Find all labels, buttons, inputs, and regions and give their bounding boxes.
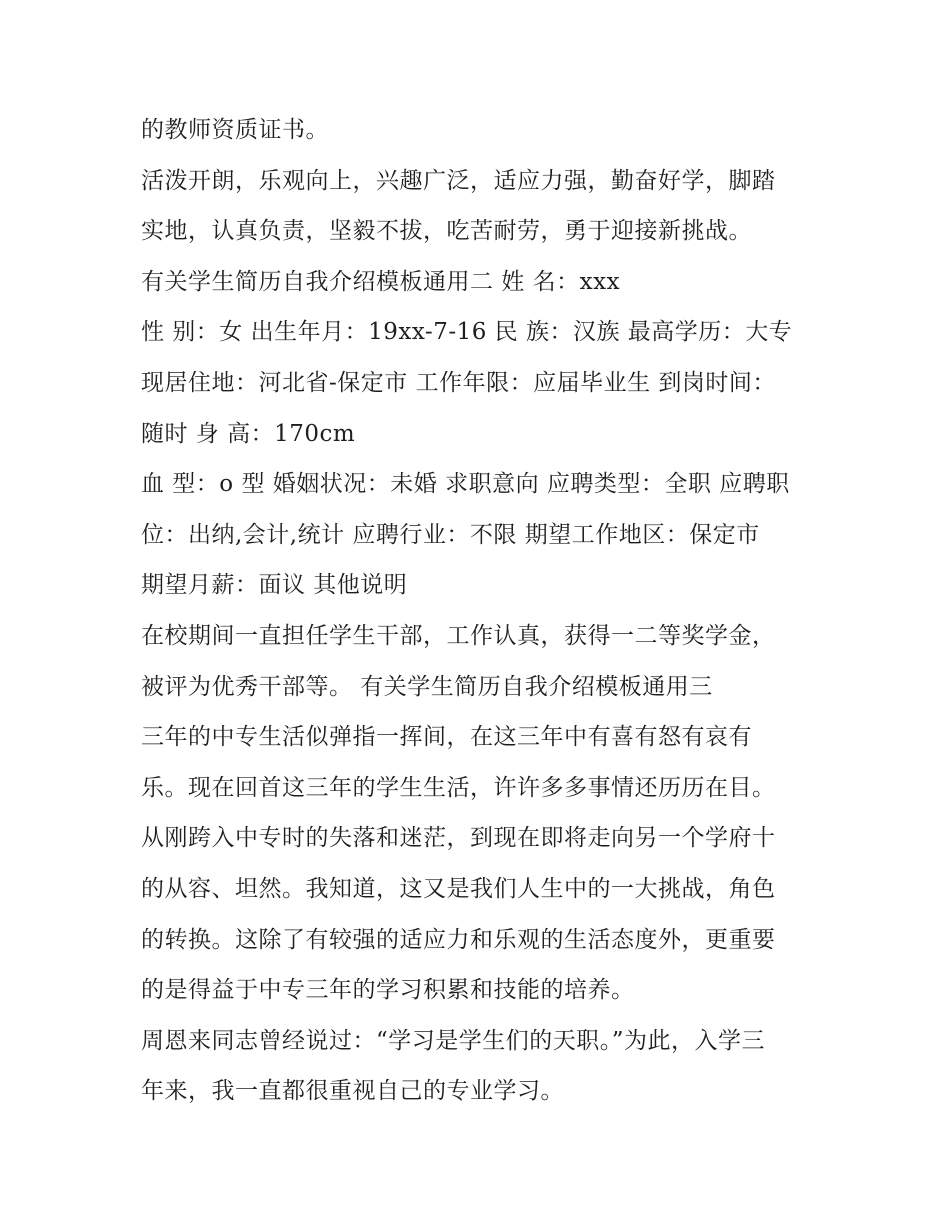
text-line: 现居住地：河北省-保定市 工作年限：应届毕业生 到岗时间： [141, 369, 776, 396]
text-line: 活泼开朗，乐观向上，兴趣广泛，适应力强，勤奋好学，脚踏 [141, 167, 776, 194]
text-line: 从刚跨入中专时的失落和迷茫，到现在即将走向另一个学府十 [141, 825, 776, 852]
section-heading-line: 被评为优秀干部等。 有关学生简历自我介绍模板通用三 [141, 673, 713, 700]
text-line: 周恩来同志曾经说过：“学习是学生们的天职。”为此，入学三 [141, 1027, 766, 1054]
text-line: 在校期间一直担任学生干部，工作认真，获得一二等奖学金， [141, 622, 776, 649]
text-line: 乐。现在回首这三年的学生生活，许许多多事情还历历在目。 [141, 774, 776, 801]
document-body [141, 105, 821, 1117]
text-line: 实地，认真负责，坚毅不拔，吃苦耐劳，勇于迎接新挑战。 [141, 218, 752, 245]
text-line: 位：出纳,会计,统计 应聘行业：不限 期望工作地区：保定市 [141, 521, 760, 548]
text-line: 年来，我一直都很重视自己的专业学习。 [141, 1078, 564, 1105]
text-line: 血 型：o 型 婚姻状况：未婚 求职意向 应聘类型：全职 应聘职 [141, 471, 790, 498]
text-line: 的是得益于中专三年的学习积累和技能的培养。 [141, 977, 635, 1004]
text-line: 期望月薪：面议 其他说明 [141, 572, 408, 599]
text-line: 性 别：女 出生年月：19xx-7-16 民 族：汉族 最高学历：大专 [141, 319, 793, 346]
text-line: 的教师资质证书。 [141, 117, 329, 143]
text-line: 三年的中专生活似弹指一挥间，在这三年中有喜有怒有哀有 [141, 724, 752, 751]
text-line: 的转换。这除了有较强的适应力和乐观的生活态度外，更重要 [141, 926, 776, 953]
section-heading-line: 有关学生简历自我介绍模板通用二 姓 名：xxx [141, 268, 621, 295]
text-line: 随时 身 高：170cm [141, 420, 356, 447]
text-line: 的从容、坦然。我知道，这又是我们人生中的一大挑战，角色 [141, 875, 776, 902]
